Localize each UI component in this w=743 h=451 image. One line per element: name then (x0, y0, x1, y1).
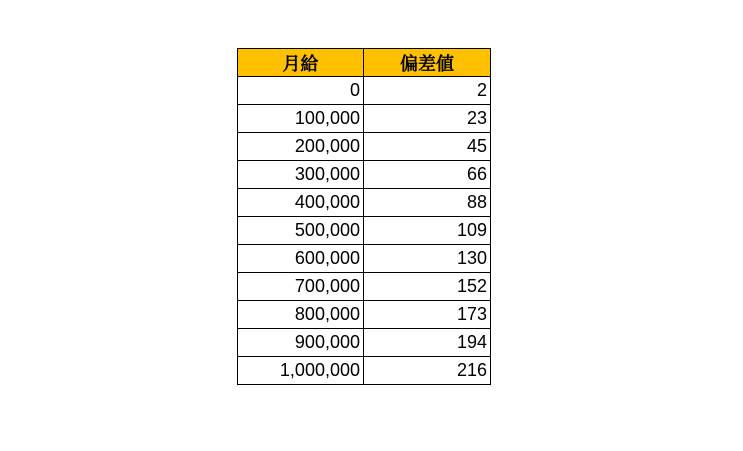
salary-cell: 0 (238, 77, 364, 105)
column-header-deviation-value: 偏差値 (364, 49, 491, 77)
deviation-cell: 45 (364, 133, 491, 161)
deviation-cell: 109 (364, 217, 491, 245)
deviation-cell: 23 (364, 105, 491, 133)
table-row (238, 161, 491, 189)
table-row (238, 217, 491, 245)
table-row (238, 301, 491, 329)
table-header-row (238, 49, 491, 77)
table-row (238, 357, 491, 385)
salary-cell: 800,000 (238, 301, 364, 329)
table-row (238, 77, 491, 105)
salary-deviation-table (237, 48, 491, 385)
deviation-cell: 2 (364, 77, 491, 105)
salary-cell: 700,000 (238, 273, 364, 301)
table-row (238, 189, 491, 217)
table-row (238, 245, 491, 273)
deviation-cell: 152 (364, 273, 491, 301)
deviation-cell: 216 (364, 357, 491, 385)
salary-cell: 600,000 (238, 245, 364, 273)
deviation-cell: 66 (364, 161, 491, 189)
deviation-cell: 173 (364, 301, 491, 329)
salary-cell: 900,000 (238, 329, 364, 357)
salary-cell: 400,000 (238, 189, 364, 217)
table-row (238, 273, 491, 301)
table-row (238, 329, 491, 357)
deviation-cell: 88 (364, 189, 491, 217)
deviation-cell: 194 (364, 329, 491, 357)
salary-cell: 100,000 (238, 105, 364, 133)
deviation-cell: 130 (364, 245, 491, 273)
salary-cell: 200,000 (238, 133, 364, 161)
salary-cell: 300,000 (238, 161, 364, 189)
table-row (238, 105, 491, 133)
table-row (238, 133, 491, 161)
salary-cell: 500,000 (238, 217, 364, 245)
salary-cell: 1,000,000 (238, 357, 364, 385)
column-header-monthly-salary: 月給 (238, 49, 364, 77)
